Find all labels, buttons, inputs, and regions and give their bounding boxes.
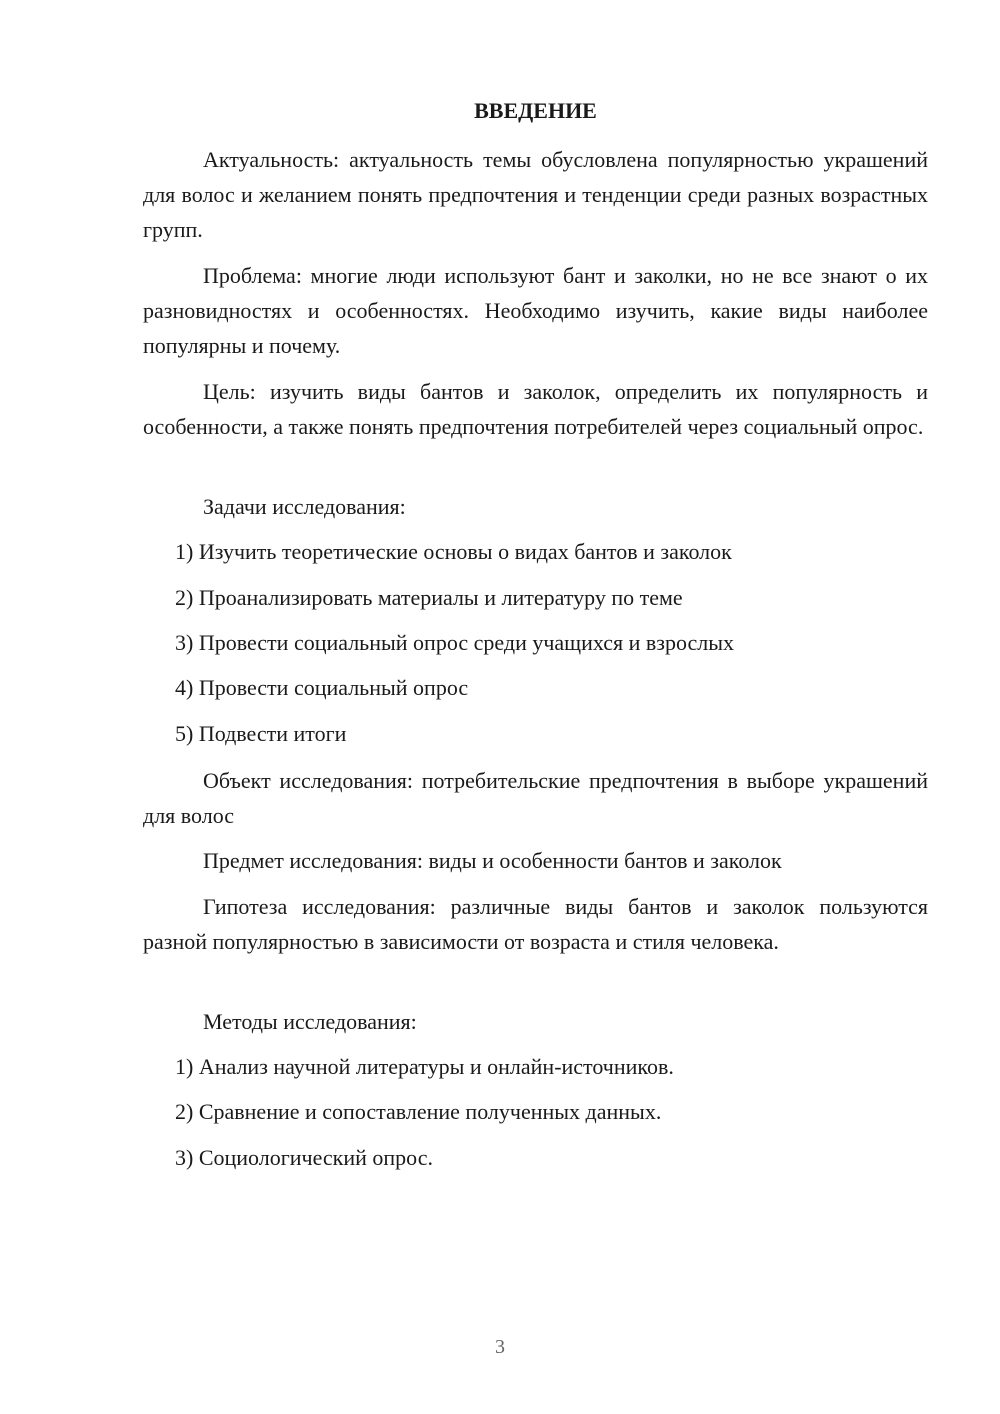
tasks-heading: Задачи исследования: bbox=[203, 494, 406, 519]
task-item: 5) Подвести итоги bbox=[175, 721, 347, 746]
paragraph-object: Объект исследования: потребительские предпочтения в выборе украшений для волос bbox=[143, 768, 928, 828]
paragraph-goal: Цель: изучить виды бантов и заколок, определить их популярность и особенности, а также понять предпочтения потребителей через социальный опрос. bbox=[143, 379, 928, 439]
method-item: 3) Социологический опрос. bbox=[175, 1145, 433, 1170]
task-item: 4) Провести социальный опрос bbox=[175, 675, 469, 700]
section-title: ВВЕДЕНИЕ bbox=[474, 98, 597, 123]
page-number: 3 bbox=[495, 1336, 505, 1358]
paragraph-hypothesis: Гипотеза исследования: различные виды бантов и заколок пользуются разной популярностью в зависимости от возраста и стиля человека. bbox=[143, 894, 928, 954]
task-item: 2) Проанализировать материалы и литературу по теме bbox=[175, 585, 683, 610]
methods-heading: Методы исследования: bbox=[203, 1009, 417, 1034]
paragraph-relevance: Актуальность: актуальность темы обусловлена популярностью украшений для волос и желанием понять предпочтения и тенденции среди разных возрастных групп. bbox=[143, 147, 928, 242]
method-item: 1) Анализ научной литературы и онлайн-источников. bbox=[175, 1054, 674, 1079]
method-item: 2) Сравнение и сопоставление полученных данных. bbox=[175, 1099, 662, 1124]
paragraph-problem: Проблема: многие люди используют бант и заколки, но не все знают о их разновидностях и особенностях. Необходимо изучить, какие виды наиболее популярны и почему. bbox=[143, 263, 928, 358]
task-item: 1) Изучить теоретические основы о видах бантов и заколок bbox=[175, 539, 732, 564]
paragraph-subject: Предмет исследования: виды и особенности бантов и заколок bbox=[203, 848, 782, 873]
task-item: 3) Провести социальный опрос среди учащихся и взрослых bbox=[175, 630, 735, 655]
